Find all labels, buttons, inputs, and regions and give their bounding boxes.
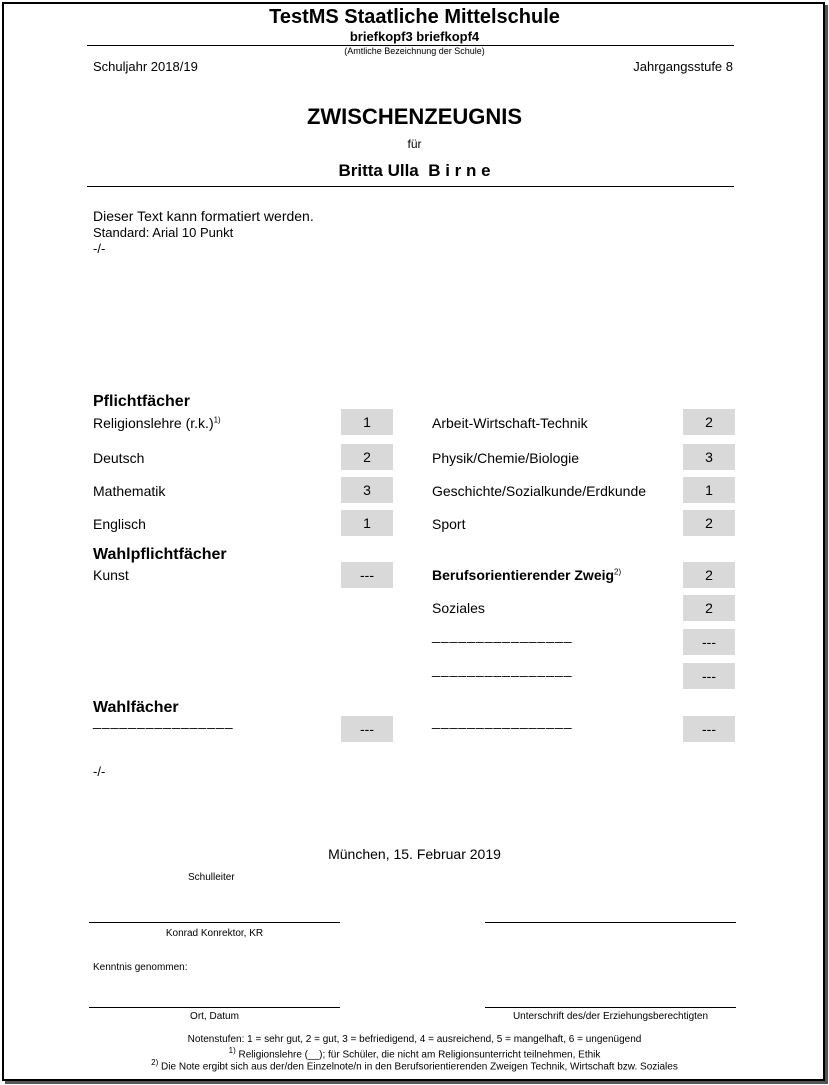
- remark-line-3: -/-: [93, 241, 106, 256]
- subject-label: Religionslehre (r.k.): [93, 415, 214, 431]
- footnote-marker: 2): [614, 567, 622, 577]
- subject-label: Deutsch: [93, 450, 145, 466]
- grade-box: 3: [683, 444, 735, 470]
- remark-line-1: Dieser Text kann formatiert werden.: [93, 208, 314, 224]
- place-date: München, 15. Februar 2019: [328, 846, 501, 862]
- subject-label: Mathematik: [93, 483, 166, 499]
- signature-line-principal: [89, 922, 340, 923]
- grade-box: ---: [683, 716, 735, 742]
- blank-subject-line: ________________: [432, 713, 573, 729]
- title-rule: [87, 186, 734, 187]
- principal-name: Konrad Konrektor, KR: [165, 928, 264, 939]
- blank-subject-line: ________________: [93, 713, 234, 729]
- wahlpflicht-heading: Wahlpflichtfächer: [93, 546, 227, 563]
- signature-line-right: [485, 922, 736, 923]
- footnote-text: Die Note ergibt sich aus der/den Einzelnote/n in den Berufsorientierenden Zweigen Technik, Wirtschaft bzw. Soziales: [158, 1061, 678, 1073]
- grade-box: ---: [683, 629, 735, 655]
- blank-subject-line: ________________: [432, 627, 573, 643]
- subject-label: Sport: [432, 516, 466, 532]
- subject-religion: [93, 415, 221, 431]
- grade-box: ---: [683, 663, 735, 689]
- subject-label: Physik/Chemie/Biologie: [432, 450, 580, 466]
- guardian-label: Unterschrift des/der Erziehungsberechtigten: [512, 1011, 709, 1022]
- principal-label: Schulleiter: [188, 872, 235, 883]
- closing-remark: -/-: [93, 764, 106, 779]
- footnote-marker: 2): [151, 1058, 159, 1067]
- footnote-marker: 1): [213, 415, 221, 425]
- grade-box: 2: [683, 409, 735, 435]
- grade-box: 2: [683, 595, 735, 621]
- acknowledged-label: Kenntnis genommen:: [93, 962, 188, 973]
- zweig-label: [432, 567, 621, 583]
- grade-box: 2: [341, 444, 393, 470]
- footnote-text: Religionslehre (__); für Schüler, die nicht am Religionsunterricht teilnehmen, Ethik: [235, 1049, 601, 1061]
- grade-box: ---: [341, 562, 393, 588]
- grade-level: Jahrgangsstufe 8: [633, 59, 733, 74]
- footnote-marker: 1): [228, 1046, 236, 1055]
- subject-label: Kunst: [93, 567, 129, 583]
- grade-box: 1: [341, 409, 393, 435]
- grade-box: 2: [683, 562, 735, 588]
- pflicht-heading: Pflichtfächer: [93, 393, 190, 410]
- grade-box: 1: [683, 477, 735, 503]
- letterhead: briefkopf3 briefkopf4: [349, 29, 480, 44]
- footnote-2: [0, 1058, 829, 1072]
- school-name: TestMS Staatliche Mittelschule: [269, 6, 560, 28]
- student-name: Britta Ulla B i r n e: [338, 161, 491, 180]
- subject-label: Englisch: [93, 516, 146, 532]
- subject-label: Geschichte/Sozialkunde/Erdkunde: [432, 483, 647, 499]
- for-label: für: [407, 137, 422, 151]
- grade-box: 1: [341, 510, 393, 536]
- subject-label: Berufsorientierender Zweig: [432, 567, 615, 583]
- blank-subject-line: ________________: [432, 661, 573, 677]
- subject-label: Soziales: [432, 600, 485, 616]
- grades-scale: Notenstufen: 1 = sehr gut, 2 = gut, 3 = befriedigend, 4 = ausreichend, 5 = mangelhaft, 6 = ungenügend: [187, 1034, 642, 1045]
- wahl-heading: Wahlfächer: [93, 699, 179, 716]
- signature-line-guardian: [485, 1007, 736, 1008]
- school-year: Schuljahr 2018/19: [93, 59, 198, 74]
- subject-label: Arbeit-Wirtschaft-Technik: [432, 415, 588, 431]
- signature-line-place-date: [89, 1007, 340, 1008]
- document-title: ZWISCHENZEUGNIS: [306, 104, 523, 129]
- place-date-label: Ort, Datum: [190, 1011, 239, 1022]
- official-label: (Amtliche Bezeichnung der Schule): [344, 46, 485, 56]
- grade-box: 2: [683, 510, 735, 536]
- remark-line-2: Standard: Arial 10 Punkt: [93, 225, 234, 240]
- grade-box: ---: [341, 716, 393, 742]
- grade-box: 3: [341, 477, 393, 503]
